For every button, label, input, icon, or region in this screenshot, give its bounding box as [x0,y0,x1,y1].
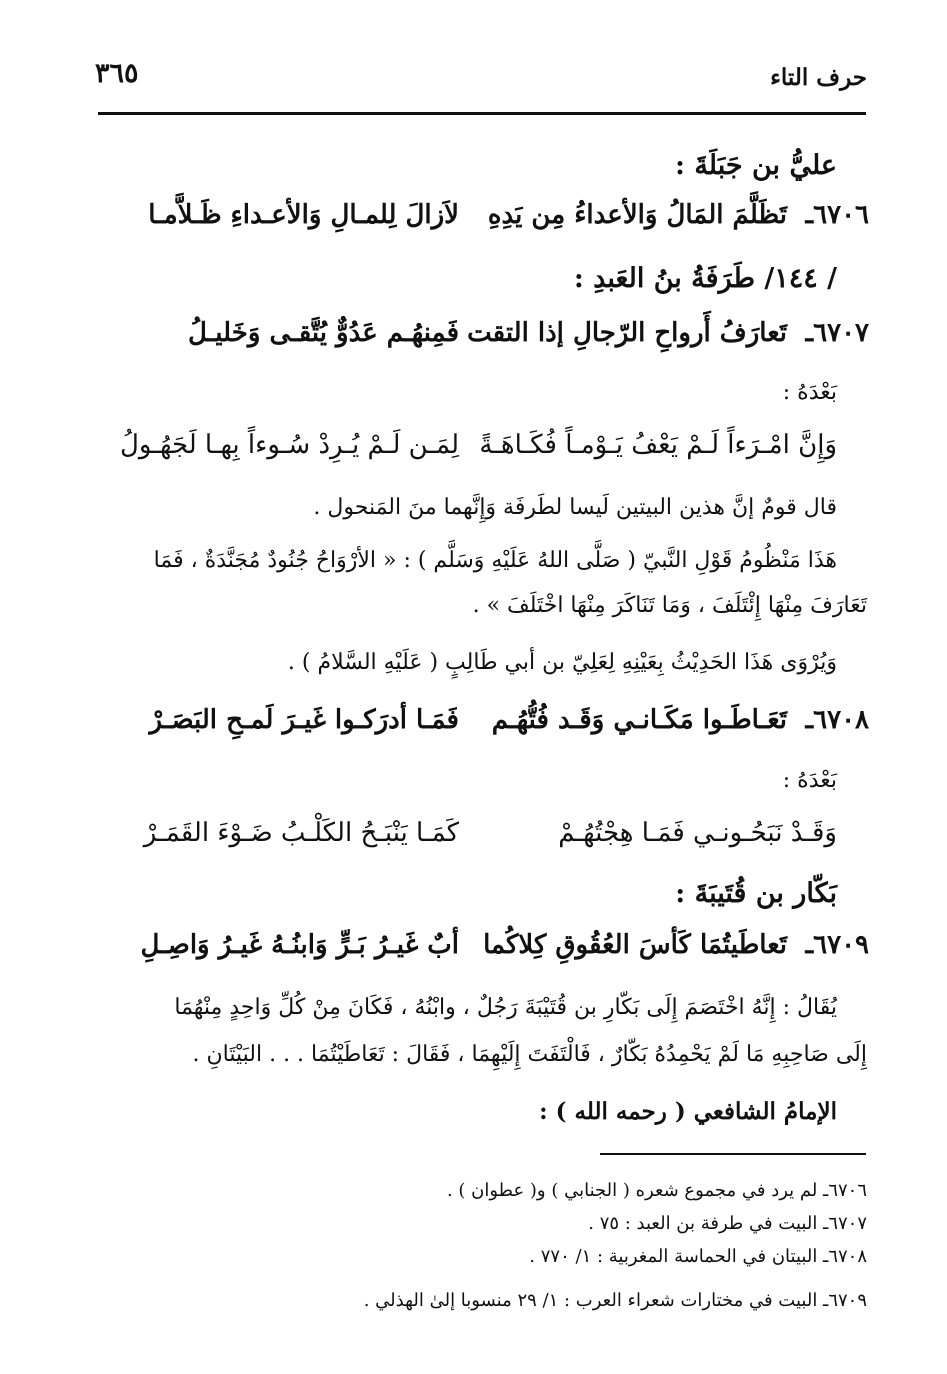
commentary-line: تَعَارَفَ مِنْهَا إِئْتَلَفَ ، وَمَا تَنَاكَرَ مِنْهَا اخْتَلَفَ » . [472,593,867,618]
verse-second-hemistich: لاَزالَ لِلمـالِ وَالأعـداءِ ظَـلاَّمـا [148,200,459,230]
footnote: ٦٧٠٨ـ البيتان في الحماسة المغربية : ١/ ٧٧٠ . [529,1246,867,1267]
verse-first-hemistich: تَعاطَيتُمَا كَأسَ العُقُوقِ كِلاكُما [483,930,787,960]
verse-second-hemistich: كَمَـا يَنْبَـحُ الكَلْـبُ ضَـوْءَ القَمَـرْ [143,818,459,848]
verse-number: ٦٧٠٦ـ [805,200,869,230]
poet-heading: عليُّ بن جَبَلَةَ : [674,150,837,181]
poet-heading: / ١٤٤/ طَرَفَةُ بنُ العَبدِ : [573,263,837,294]
commentary-line: قال قومٌ إنَّ هذين البيتين لَيسا لطَرفَة وَإِنَّهما منَ المَنحول . [313,495,837,520]
verse-second-hemistich: فَمَـا أدرَكـوا غَيـرَ لَمـحِ البَصَـرْ [149,705,459,735]
footnote-rule [600,1153,866,1155]
footnote: ٦٧٠٦ـ لم يرد في مجموع شعره ( الجنابي ) و( عطوان ) . [446,1180,867,1201]
header-rule [98,112,866,115]
page-number: ٣٦٥ [95,58,139,89]
footnote: ٦٧٠٩ـ البيت في مختارات شعراء العرب : ١/ ٢٩ منسوبا إلىٰ الهذلي . [363,1290,867,1311]
chapter-title: حرف التاء [770,64,867,91]
verse-number: ٦٧٠٧ـ [805,318,869,348]
commentary-line: هَذَا مَنْظُومُ قَوْلِ النَّبيّ ( صَلَّى اللهُ عَلَيْهِ وَسَلَّم ) : « الأرْوَاحُ جُنُودٌ مُجَنَّدَةٌ ، فَمَا [153,548,837,573]
verse-second-hemistich: لِمَـن لَـمْ يُـرِدْ سُـوءاً بِهـا لَجَهُـولُ [120,430,459,460]
verse-second-hemistich: أبٌ غَيـرُ بَـرٍّ وَابنُـهُ غَيـرُ وَاصِـلِ [140,930,459,960]
poet-heading: بَكّار بن قُتَيبَةَ : [675,878,837,909]
verse-number: ٦٧٠٩ـ [805,930,869,960]
commentary-line: إِلَى صَاحِبِهِ مَا لَمْ يَحْمِدُهُ بَكّارٌ ، فَالْتَفَتَ إِلَيْهِمَا ، فَقَالَ : تَعَاطَيْتُمَا . . . البَيْتَانِ . [192,1042,867,1067]
verse-second-hemistich: فَمِنهُـم عَدُوٌّ يُتَّقـى وَخَليـلُ [188,318,459,348]
poet-heading: الإمامُ الشافعي ( رحمه الله ) : [539,1098,837,1125]
verse-number: ٦٧٠٨ـ [805,705,869,735]
footnote: ٦٧٠٧ـ البيت في طرفة بن العبد : ٧٥ . [588,1213,867,1234]
annotation-label: بَعْدَهُ : [782,380,837,405]
commentary-line: وَيُرْوَى هَذَا الحَدِيْثُ بِعَيْنِهِ لِعَلِيّ بن أبي طَالِبٍ ( عَلَيْهِ السَّلامُ ) . [287,650,837,675]
annotation-label: بَعْدَهُ : [782,768,837,793]
commentary-line: يُقَالُ : إِنَّهُ اخْتَصَمَ إِلَى بَكّارِ بن قُتَيْبَةَ رَجُلٌ ، وابْنُهُ ، فَكَانَ مِنْ كُلِّ وَاحِدٍ مِنْهُمَا [174,995,837,1020]
verse-first-hemistich: وَقَـدْ نَبَحُـونـي فَمَـا هِجْتُهُـمْ [558,818,837,848]
verse-first-hemistich: وَإِنَّ امْـرَءاً لَـمْ يَعْفُ يَـوْمـاً فُكَـاهَـةً [479,430,837,460]
verse-first-hemistich: تَعَـاطَـوا مَكَـانـي وَقَـد فُتُّهُـم [491,705,787,735]
verse-first-hemistich: تَظَلَّمَ المَالُ وَالأعداءُ مِن يَدِهِ [487,200,787,230]
verse-first-hemistich: تَعارَفُ أَرواحِ الرّجالِ إذا التقت [467,318,787,348]
